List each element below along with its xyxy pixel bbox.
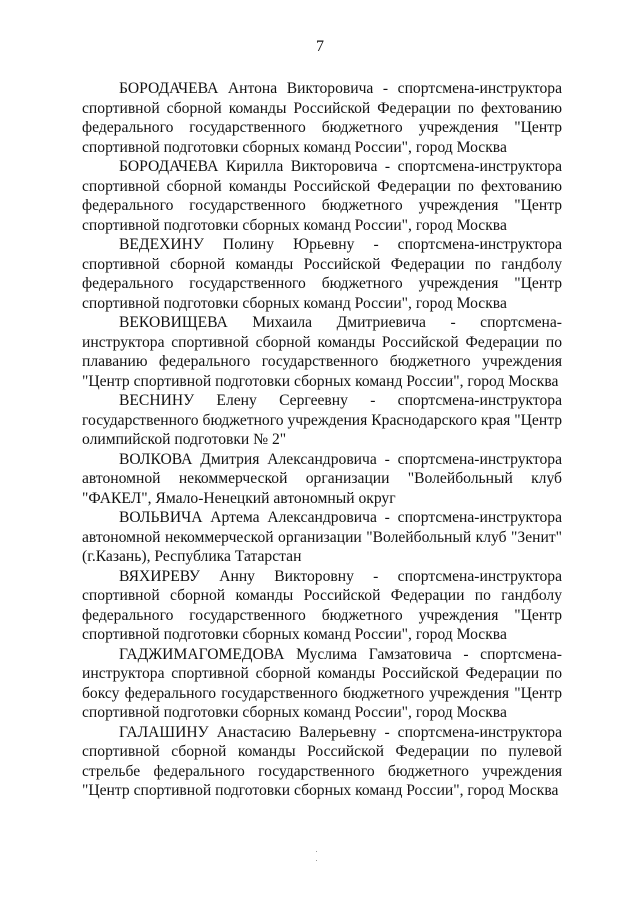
award-list: [82, 79, 562, 801]
scan-speck: [316, 851, 317, 852]
list-item: ГАДЖИМАГОМЕДОВА Муслима Гамзатовича - спортсмена-инструктора спортивной сборной команды Российской Федерации по боксу федерального государственного бюджетного учреждения "Центр спортивной подготовки сборных команд России", город Москва: [82, 645, 562, 721]
list-item: БОРОДАЧЕВА Кирилла Викторовича - спортсмена-инструктора спортивной сборной команды Российской Федерации по фехтованию федерального государственного бюджетного учреждения "Центр спортивной подготовки сборных команд России", город Москва: [82, 158, 562, 234]
list-item: ВОЛКОВА Дмитрия Александровича - спортсмена-инструктора автономной некоммерческой организации "Волейбольный клуб "ФАКЕЛ", Ямало-Ненецкий автономный округ: [82, 450, 562, 507]
page-number: 7: [316, 38, 324, 55]
list-item: ВОЛЬВИЧА Артема Александровича - спортсмена-инструктора автономной некоммерческой организации "Волейбольный клуб "Зенит" (г.Казань), Республика Татарстан: [82, 509, 562, 565]
list-item: ГАЛАШИНУ Анастасию Валерьевну - спортсмена-инструктора спортивной сборной команды Российской Федерации по пулевой стрельбе федерального государственного бюджетного учреждения "Центр спортивной подготовки сборных команд России", город Москва: [82, 723, 562, 799]
scan-speck: [316, 860, 317, 861]
list-item: ВЕКОВИЩЕВА Михаила Дмитриевича - спортсмена-инструктора спортивной сборной команды Российской Федерации по плаванию федерального государственного бюджетного учреждения "Центр спортивной подготовки сборных команд России", город Москва: [82, 314, 562, 390]
list-item: ВЯХИРЕВУ Анну Викторовну - спортсмена-инструктора спортивной сборной команды Российской Федерации по гандболу федерального государственного бюджетного учреждения "Центр спортивной подготовки сборных команд России", город Москва: [82, 567, 562, 643]
list-item: ВЕСНИНУ Елену Сергеевну - спортсмена-инструктора государственного бюджетного учреждения Краснодарского края "Центр олимпийской подготовки № 2": [82, 392, 562, 448]
list-item: БОРОДАЧЕВА Антона Викторовича - спортсмена-инструктора спортивной сборной команды Российской Федерации по фехтованию федерального государственного бюджетного учреждения "Центр спортивной подготовки сборных команд России", город Москва: [82, 80, 562, 156]
list-item: ВЕДЕХИНУ Полину Юрьевну - спортсмена-инструктора спортивной сборной команды Российской Федерации по гандболу федерального государственного бюджетного учреждения "Центр спортивной подготовки сборных команд России", город Москва: [82, 236, 562, 312]
